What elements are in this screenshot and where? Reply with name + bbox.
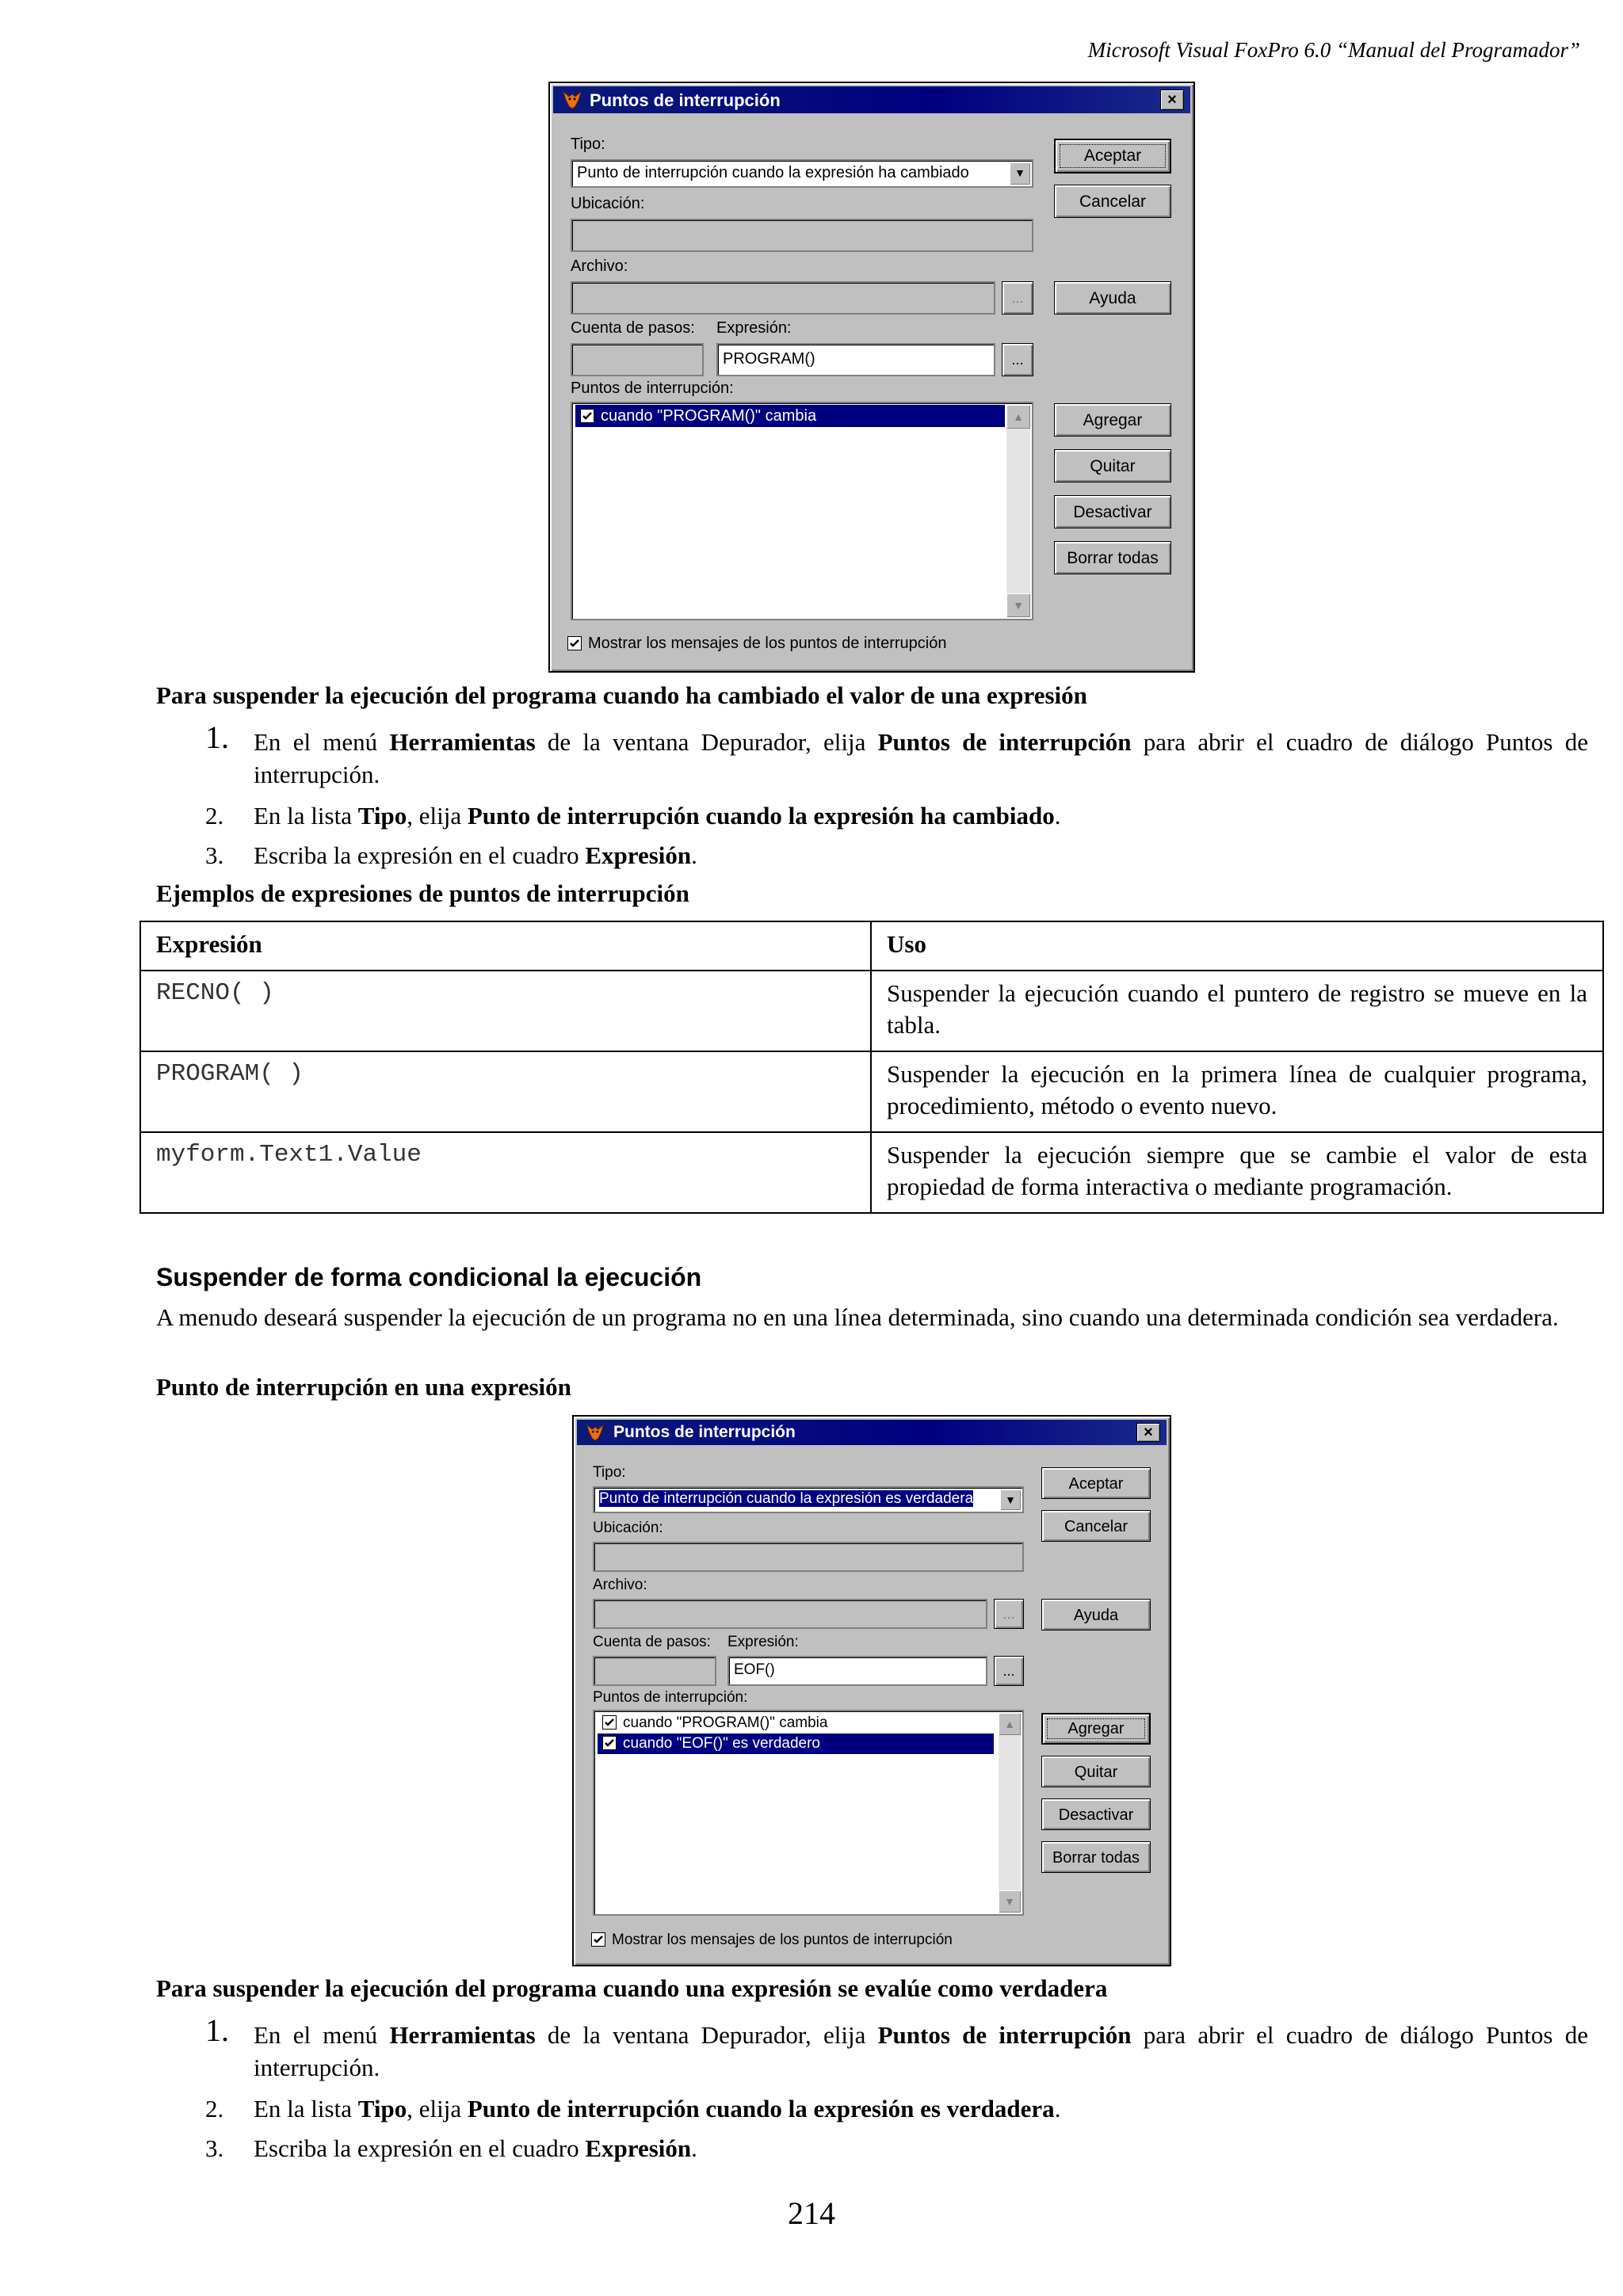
show-messages-option[interactable] (567, 635, 946, 653)
aceptar-button[interactable]: Aceptar (1041, 1467, 1151, 1499)
expresion-label: Expresión: (727, 1634, 799, 1650)
step-item (156, 839, 1588, 871)
tipo-value: Punto de interrupción cuando la expresión es verdadera (599, 1490, 974, 1507)
cuenta-field[interactable] (593, 1656, 716, 1686)
usage-cell: Suspender la ejecución cuando el puntero de registro se mueve en la tabla. (871, 971, 1603, 1051)
column-header: Expresión (140, 921, 871, 971)
cancelar-button[interactable]: Cancelar (1041, 1510, 1151, 1542)
breakpoints-list[interactable] (571, 402, 1033, 620)
chevron-down-icon[interactable]: ▼ (1000, 1489, 1021, 1510)
tipo-label: Tipo: (593, 1464, 626, 1481)
step-number: 3. (205, 841, 224, 869)
page-header: Microsoft Visual FoxPro 6.0 “Manual del Programador” (1087, 38, 1580, 62)
step-text: . (1054, 2095, 1061, 2122)
examples-heading: Ejemplos de expresiones de puntos de interrupción (156, 879, 689, 907)
ayuda-button[interactable]: Ayuda (1041, 1599, 1151, 1630)
table-row (140, 1132, 1603, 1213)
expresion-label: Expresión: (716, 319, 792, 337)
desactivar-button[interactable]: Desactivar (1041, 1798, 1151, 1830)
step-bold: Puntos de interrupción (877, 728, 1132, 756)
step-text: Escriba la expresión en el cuadro (254, 841, 586, 869)
expresion-builder-button[interactable]: ... (1002, 343, 1033, 376)
usage-cell: Suspender la ejecución en la primera línea de cualquier programa, procedimiento, método o evento nuevo. (871, 1051, 1603, 1132)
aceptar-button[interactable] (1054, 139, 1171, 174)
breakpoints-dialog-1 (548, 82, 1195, 673)
list-item[interactable] (575, 405, 1005, 427)
ubicacion-label: Ubicación: (571, 195, 645, 212)
list-item-label: cuando "PROGRAM()" cambia (623, 1714, 828, 1731)
dialog-title: Puntos de interrupción (613, 1423, 796, 1441)
column-header: Uso (871, 921, 1603, 971)
tipo-label: Tipo: (571, 135, 605, 153)
checkbox-checked-icon[interactable] (602, 1736, 617, 1750)
agregar-label: Agregar (1067, 1720, 1125, 1737)
ubicacion-label: Ubicación: (593, 1520, 663, 1536)
body-paragraph: A menudo deseará suspender la ejecución de un programa no en una línea determinada, sino cuando una determinada condición sea verdadera. (156, 1303, 1559, 1331)
archivo-label: Archivo: (593, 1577, 647, 1593)
list-item-label: cuando "EOF()" es verdadero (623, 1735, 820, 1752)
dialog-title-bar (577, 1420, 1167, 1445)
step-text: . (691, 841, 697, 869)
expresion-value: EOF() (734, 1661, 775, 1678)
step-text: , elija (407, 2095, 468, 2122)
step-text: para abrir el cuadro de diálogo Puntos de interrupción. (254, 728, 1588, 788)
archivo-field[interactable] (571, 281, 995, 315)
section-heading: Para suspender la ejecución del programa cuando una expresión se evalúe como verdadera (156, 1974, 1108, 2002)
step-number: 2. (205, 802, 224, 830)
step-item (156, 2012, 1588, 2084)
checkbox-checked-icon[interactable] (580, 409, 594, 423)
scrollbar[interactable] (1006, 405, 1030, 617)
checkbox-checked-icon[interactable] (567, 636, 582, 650)
cuenta-field[interactable] (571, 343, 704, 376)
close-icon[interactable]: × (1160, 90, 1184, 110)
agregar-button[interactable]: Agregar (1054, 403, 1171, 437)
step-bold: Punto de interrupción cuando la expresión ha cambiado (467, 802, 1055, 830)
step-item (156, 2092, 1588, 2125)
show-messages-label: Mostrar los mensajes de los puntos de interrupción (588, 635, 947, 652)
tipo-dropdown[interactable] (571, 159, 1033, 188)
usage-cell: Suspender la ejecución siempre que se cambie el valor de esta propiedad de forma interactiva o mediante programación. (871, 1132, 1603, 1213)
archivo-field[interactable] (593, 1599, 987, 1629)
dialog-title-bar (553, 86, 1190, 113)
step-text: . (1054, 802, 1061, 830)
agregar-button[interactable] (1041, 1713, 1151, 1745)
show-messages-option[interactable] (591, 1932, 953, 1949)
tipo-dropdown[interactable] (593, 1486, 1024, 1513)
step-text: de la ventana Depurador, elija (535, 2021, 878, 2049)
expression-cell: myform.Text1.Value (140, 1132, 871, 1213)
expresion-field[interactable] (716, 343, 995, 376)
list-item[interactable] (598, 1713, 994, 1733)
page-number: 214 (788, 2195, 835, 2231)
list-item[interactable] (598, 1733, 994, 1754)
step-text: de la ventana Depurador, elija (535, 728, 878, 756)
step-bold: Expresión (585, 2134, 692, 2162)
step-bold: Herramientas (389, 2021, 536, 2049)
section-heading: Para suspender la ejecución del programa cuando ha cambiado el valor de una expresión (156, 681, 1087, 709)
quitar-button[interactable]: Quitar (1041, 1756, 1151, 1787)
cuenta-label: Cuenta de pasos: (593, 1634, 711, 1650)
step-bold: Expresión (585, 841, 692, 869)
aceptar-label: Aceptar (1083, 147, 1142, 165)
expression-cell: RECNO( ) (140, 971, 871, 1051)
step-bold: Herramientas (389, 728, 536, 756)
ubicacion-field[interactable] (593, 1542, 1024, 1572)
scrollbar[interactable] (999, 1713, 1021, 1913)
checkbox-checked-icon[interactable] (591, 1932, 605, 1947)
step-bold: Tipo (357, 2095, 407, 2122)
expresion-builder-button[interactable]: ... (994, 1656, 1024, 1686)
puntos-label: Puntos de interrupción: (593, 1689, 748, 1706)
scroll-down-icon[interactable]: ▼ (1006, 593, 1030, 617)
list-item-label: cuando "PROGRAM()" cambia (601, 407, 817, 425)
close-icon[interactable]: × (1136, 1423, 1160, 1442)
step-text: para abrir el cuadro de diálogo Puntos de interrupción. (254, 2021, 1588, 2081)
table-row (140, 1051, 1603, 1132)
chevron-down-icon[interactable]: ▼ (1010, 162, 1030, 185)
step-text: En el menú (254, 2021, 390, 2049)
step-number: 1. (205, 2012, 229, 2048)
checkbox-checked-icon[interactable] (602, 1715, 617, 1730)
table-row (140, 971, 1603, 1051)
desactivar-button[interactable]: Desactivar (1054, 495, 1171, 528)
borrar-todas-button[interactable]: Borrar todas (1041, 1841, 1151, 1873)
expression-cell: PROGRAM( ) (140, 1051, 871, 1132)
puntos-label: Puntos de interrupción: (571, 379, 734, 397)
step-bold: Tipo (357, 802, 407, 830)
step-text: . (691, 2134, 697, 2162)
borrar-todas-button[interactable]: Borrar todas (1054, 541, 1171, 574)
scroll-up-icon[interactable]: ▲ (1006, 405, 1030, 429)
step-number: 1. (205, 719, 229, 755)
step-item (156, 719, 1588, 791)
step-text: Escriba la expresión en el cuadro (254, 2134, 586, 2162)
step-bold: Punto de interrupción cuando la expresión es verdadera (467, 2095, 1055, 2122)
step-text: En la lista (254, 2095, 358, 2122)
archivo-browse-button[interactable]: ... (1002, 281, 1033, 315)
show-messages-label: Mostrar los mensajes de los puntos de interrupción (612, 1932, 953, 1948)
examples-table (139, 921, 1604, 1214)
scroll-down-icon[interactable]: ▼ (999, 1890, 1021, 1913)
ayuda-button[interactable]: Ayuda (1054, 281, 1171, 315)
step-number: 2. (205, 2095, 224, 2122)
section-title: Suspender de forma condicional la ejecución (156, 1263, 702, 1291)
archivo-label: Archivo: (571, 257, 628, 275)
foxpro-icon (561, 89, 583, 111)
quitar-button[interactable]: Quitar (1054, 449, 1171, 482)
step-item (156, 799, 1588, 832)
ubicacion-field[interactable] (571, 219, 1033, 252)
table-header-row (140, 921, 1603, 971)
cancelar-button[interactable]: Cancelar (1054, 185, 1171, 218)
breakpoints-list[interactable] (593, 1710, 1024, 1916)
tipo-value: Punto de interrupción cuando la expresión ha cambiado (577, 164, 969, 181)
step-text: En el menú (254, 728, 390, 756)
scroll-up-icon[interactable]: ▲ (999, 1713, 1021, 1735)
step-item (156, 2132, 1588, 2164)
step-text: En la lista (254, 802, 358, 830)
breakpoints-dialog-2 (572, 1415, 1171, 1966)
dialog-title: Puntos de interrupción (590, 90, 781, 110)
cuenta-label: Cuenta de pasos: (571, 319, 695, 337)
step-bold: Puntos de interrupción (877, 2021, 1132, 2049)
step-text: , elija (407, 802, 468, 830)
archivo-browse-button[interactable]: ... (994, 1599, 1024, 1629)
step-number: 3. (205, 2134, 224, 2162)
expresion-value: PROGRAM() (723, 350, 815, 368)
foxpro-icon (585, 1422, 605, 1443)
subsection-heading: Punto de interrupción en una expresión (156, 1373, 571, 1401)
expresion-field[interactable] (727, 1656, 987, 1686)
